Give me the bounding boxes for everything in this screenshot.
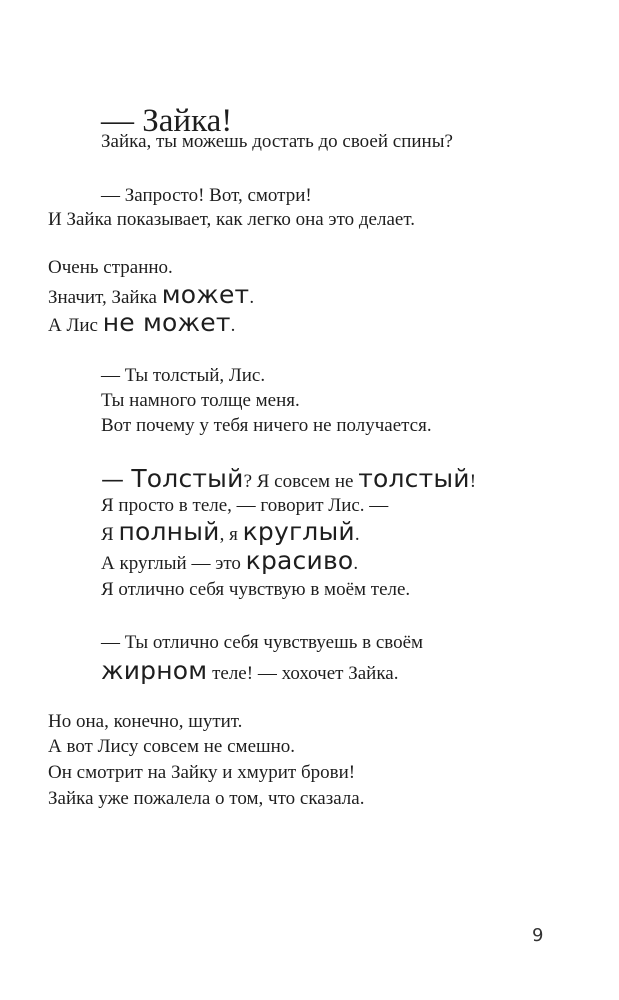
text-span: Значит, Зайка	[48, 287, 162, 308]
text-span: , я	[219, 524, 243, 545]
text-line	[101, 546, 359, 576]
text-line	[101, 656, 399, 686]
emphasis-word: круглый	[242, 517, 355, 546]
text-span: .	[353, 553, 359, 574]
text-span: ? Я совсем не	[243, 471, 359, 492]
text-span: А круглый — это	[101, 553, 246, 574]
page-number: 9	[532, 925, 544, 946]
text-line	[48, 308, 236, 338]
emphasis-word: толстый	[358, 464, 470, 493]
text-line	[48, 710, 242, 734]
text-span: Зайка уже пожалела о том, что сказала.	[48, 788, 365, 809]
text-span: Я просто в теле, — говорит Лис. —	[101, 495, 389, 516]
heading-exclamation: — Зайка!	[101, 103, 233, 139]
emphasis-word: жирном	[101, 656, 208, 685]
text-line	[48, 787, 364, 811]
text-span: теле! — хохочет Зайка.	[207, 663, 399, 684]
text-line	[101, 578, 410, 602]
text-line	[101, 130, 453, 154]
text-span: Вот почему у тебя ничего не получается.	[101, 415, 432, 436]
text-span: .	[230, 315, 236, 336]
text-span: А вот Лису совсем не смешно.	[48, 736, 296, 757]
text-line	[101, 464, 477, 494]
text-span: — Ты отлично себя чувствуешь в своём	[101, 632, 424, 653]
text-line	[48, 735, 295, 759]
text-line	[101, 631, 423, 655]
emphasis-word: Толстый	[131, 464, 244, 493]
text-span: Я	[101, 524, 119, 545]
text-span: Ты намного толще меня.	[101, 390, 300, 411]
text-span: !	[469, 471, 477, 492]
emphasis-word: не может	[102, 308, 231, 337]
text-span: Я отлично себя чувствую в моём теле.	[101, 579, 411, 600]
text-span: И Зайка показывает, как легко она это делает.	[48, 209, 415, 230]
text-span: Но она, конечно, шутит.	[48, 711, 243, 732]
text-line	[48, 256, 173, 280]
text-span: Очень странно.	[48, 257, 173, 278]
text-line	[101, 494, 388, 518]
text-span: Он смотрит на Зайку и хмурит брови!	[48, 762, 356, 783]
text-line	[48, 208, 415, 232]
text-line	[48, 280, 255, 310]
text-line	[48, 761, 355, 785]
text-span: —	[101, 467, 132, 493]
text-span: — Запросто! Вот, смотри!	[101, 185, 312, 206]
text-span: .	[354, 524, 360, 545]
text-span: — Ты толстый, Лис.	[101, 365, 266, 386]
text-line	[101, 389, 300, 413]
text-line	[101, 414, 432, 438]
emphasis-word: красиво	[245, 546, 354, 575]
text-span: .	[249, 287, 255, 308]
text-line	[101, 184, 312, 208]
emphasis-word: полный	[118, 517, 220, 546]
text-line	[101, 517, 360, 547]
text-span: А Лис	[48, 315, 103, 336]
text-span: Зайка, ты можешь достать до своей спины?	[101, 131, 453, 152]
emphasis-word: может	[161, 280, 250, 309]
text-line	[101, 364, 265, 388]
